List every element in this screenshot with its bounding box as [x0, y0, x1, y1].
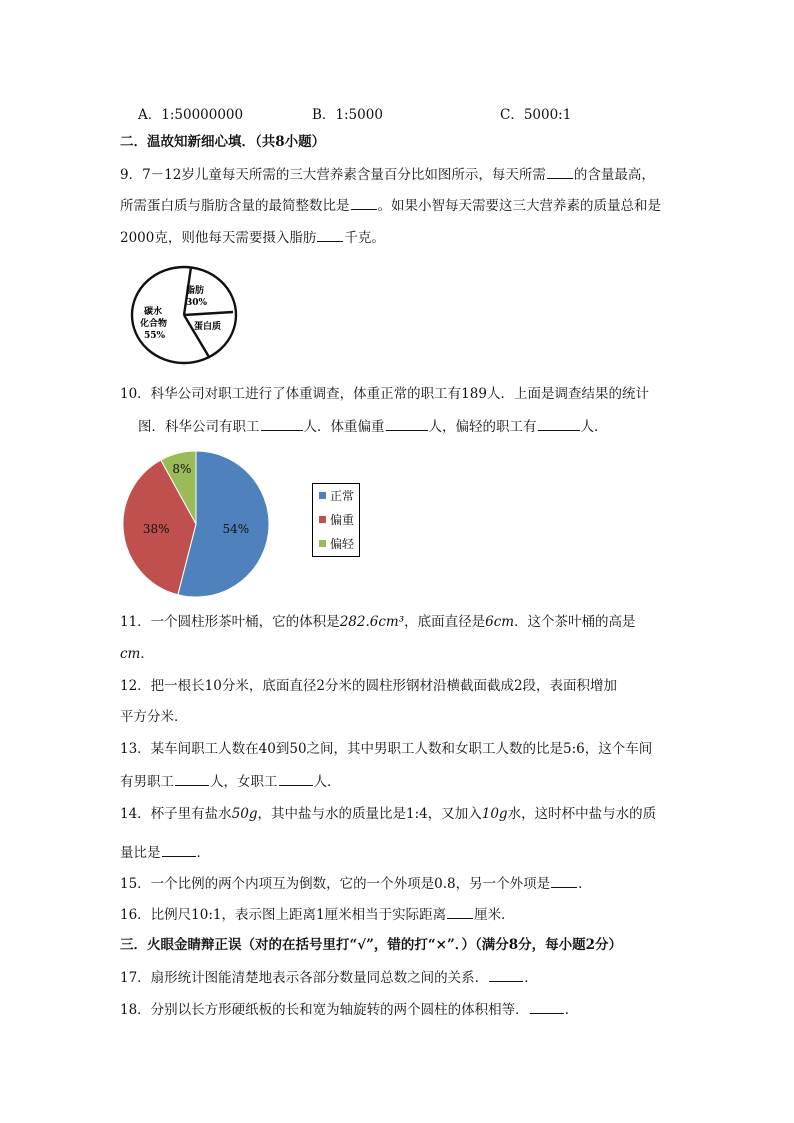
legend-swatch-underweight [319, 540, 326, 547]
pie-label-normal: 54% [222, 522, 250, 537]
q14-line-2: 量比是 ． [120, 842, 210, 863]
q10-blank-3[interactable] [538, 416, 580, 431]
q9-blank-3[interactable] [317, 227, 343, 242]
q9-line-3: 2000克，则他每天需要摄入脂肪 千克。 [120, 227, 385, 248]
q12-line-2: 平方分米． [120, 709, 188, 725]
q9-blank-1[interactable] [547, 164, 573, 179]
q9-line-1: 9．7－12岁儿童每天所需的三大营养素含量百分比如图所示，每天所需 的含量最高， [120, 164, 655, 185]
q14-line-1: 14．杯子里有盐水50g，其中盐与水的质量比是1:4，又加入10g水，这时杯中盐与水的质 [120, 806, 657, 822]
q15-line-1: 15．一个比例的两个内项互为倒数，它的一个外项是0.8，另一个外项是 ． [120, 873, 592, 894]
q9-carb-pct: 55% [144, 331, 166, 341]
q9-nutrient-pie [128, 262, 240, 370]
q17-blank-1[interactable] [489, 967, 523, 982]
q12-line-1: 12．把一根长10分米，底面直径2分米的圆柱形钢材沿横截面截成2段，表面积增加 [120, 678, 618, 694]
q16-line-1: 16．比例尺10:1，表示图上距离1厘米相当于实际距离 厘米． [120, 904, 515, 925]
legend-item-underweight: 偏轻 [319, 537, 354, 551]
q9-carb-label-1: 碳水 [144, 307, 163, 317]
legend-item-normal: 正常 [319, 489, 354, 503]
q18-line-1: 18．分别以长方形硬纸板的长和宽为轴旋转的两个圆柱的体积相等． ． [120, 999, 578, 1020]
q13-blank-1[interactable] [175, 771, 209, 786]
legend-swatch-overweight [319, 516, 326, 523]
q13-blank-2[interactable] [279, 771, 313, 786]
pie-label-underweight: 8% [172, 461, 192, 476]
q13-line-1: 13．某车间职工人数在40到50之间，其中男职工人数和女职工人数的比是5:6，这个车间 [120, 741, 653, 757]
section-3-title: 三．火眼金睛辩正误（对的在括号里打“√”，错的打“×”．）（满分8分，每小题2分） [120, 937, 623, 953]
q10-blank-2[interactable] [386, 416, 428, 431]
q9-blank-2[interactable] [351, 195, 377, 210]
q9-fat-pct: 30% [186, 298, 208, 308]
q9-pie-divider-2 [184, 312, 233, 315]
section-2-title: 二．温故知新细心填．（共8小题） [120, 134, 326, 150]
q13-line-2: 有男职工 人，女职工 人． [120, 771, 341, 792]
q10-blank-1[interactable] [261, 416, 303, 431]
q10-pie-legend [312, 483, 360, 557]
q10-line-2: 图．科华公司有职工 人．体重偏重 人，偏轻的职工有 人． [138, 416, 608, 437]
q14-blank-1[interactable] [162, 842, 196, 857]
q9-fat-label: 脂肪 [186, 286, 205, 296]
option-a[interactable]: A．1:50000000 [138, 107, 244, 123]
q9-line-2: 所需蛋白质与脂肪含量的最简整数比是 。如果小智每天需要这三大营养素的质量总和是 [120, 195, 661, 216]
q17-line-1: 17．扇形统计图能清楚地表示各部分数量同总数之间的关系． ． [120, 967, 538, 988]
q10-line-1: 10．科华公司对职工进行了体重调查，体重正常的职工有189人．上面是调查结果的统计 [120, 386, 649, 402]
option-c[interactable]: C．5000:1 [500, 107, 572, 123]
option-b[interactable]: B．1:5000 [312, 107, 383, 123]
q11-line-1: 11．一个圆柱形茶叶桶，它的体积是282.6cm³，底面直径是6cm．这个茶叶桶的高是 [120, 614, 636, 630]
q15-blank-1[interactable] [551, 873, 577, 888]
q11-line-2: cm． [120, 646, 154, 662]
q9-carb-label-2: 化合物 [140, 319, 168, 329]
q10-weight-pie-chart [118, 446, 274, 602]
q18-blank-1[interactable] [530, 999, 564, 1014]
q16-blank-1[interactable] [447, 904, 473, 919]
legend-item-overweight: 偏重 [319, 513, 354, 527]
q9-protein-label: 蛋白质 [194, 322, 222, 332]
legend-swatch-normal [319, 492, 326, 499]
pie-label-overweight: 38% [142, 522, 170, 537]
